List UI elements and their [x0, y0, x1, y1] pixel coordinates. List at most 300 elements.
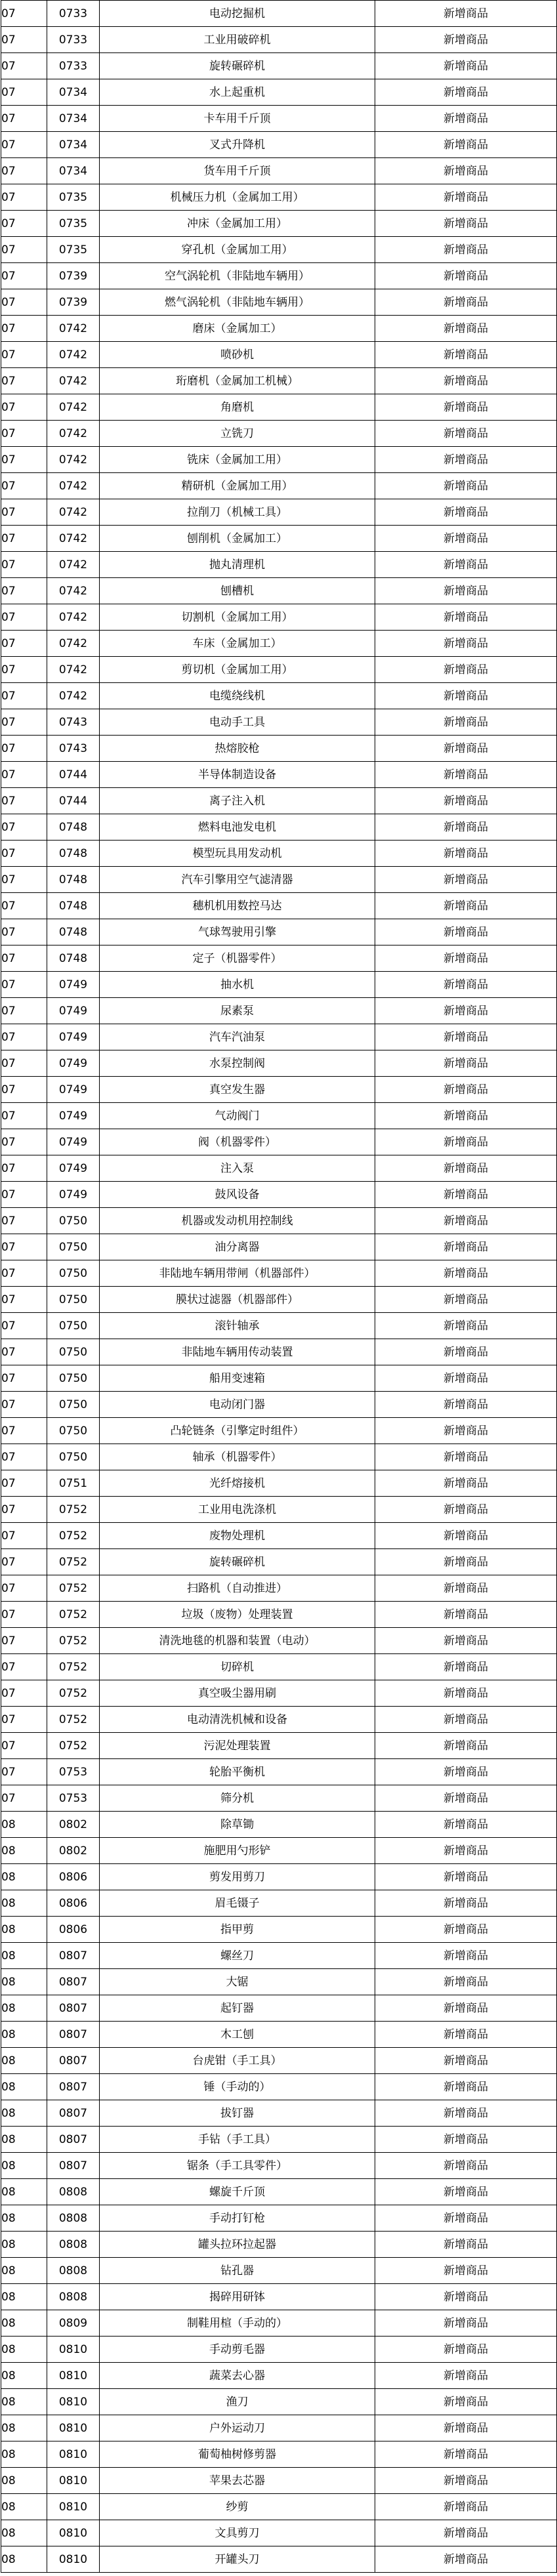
goods-name-cell: 起钉器 — [100, 1995, 375, 2022]
table-row — [1, 893, 557, 919]
table-row — [1, 972, 557, 998]
group-number-cell: 0750 — [47, 1313, 100, 1339]
table-row — [1, 1024, 557, 1050]
group-number-cell: 0750 — [47, 1208, 100, 1234]
group-number-cell: 0735 — [47, 237, 100, 263]
remark-cell: 新增商品 — [375, 1969, 557, 1995]
group-number-cell: 0750 — [47, 1260, 100, 1287]
group-number-cell: 0752 — [47, 1602, 100, 1628]
class-number-cell: 07 — [1, 841, 47, 867]
table-row — [1, 53, 557, 79]
group-number-cell: 0750 — [47, 1339, 100, 1365]
class-number-cell: 08 — [1, 1917, 47, 1943]
class-number-cell: 07 — [1, 1418, 47, 1444]
table-row — [1, 2441, 557, 2468]
group-number-cell: 0742 — [47, 316, 100, 342]
goods-name-cell: 抛丸清理机 — [100, 552, 375, 578]
class-number-cell: 07 — [1, 1365, 47, 1392]
group-number-cell: 0810 — [47, 2389, 100, 2415]
class-number-cell: 07 — [1, 394, 47, 421]
table-row — [1, 499, 557, 526]
class-number-cell: 07 — [1, 342, 47, 368]
remark-cell: 新增商品 — [375, 683, 557, 709]
class-number-cell: 07 — [1, 106, 47, 132]
class-number-cell: 07 — [1, 1, 47, 27]
table-row — [1, 158, 557, 184]
class-number-cell: 07 — [1, 1523, 47, 1549]
remark-cell: 新增商品 — [375, 788, 557, 814]
class-number-cell: 08 — [1, 2520, 47, 2546]
goods-name-cell: 货车用千斤顶 — [100, 158, 375, 184]
table-row — [1, 2520, 557, 2546]
group-number-cell: 0749 — [47, 972, 100, 998]
class-number-cell: 07 — [1, 604, 47, 631]
group-number-cell: 0742 — [47, 447, 100, 473]
group-number-cell: 0808 — [47, 2232, 100, 2258]
table-row — [1, 368, 557, 394]
remark-cell: 新增商品 — [375, 1497, 557, 1523]
class-number-cell: 08 — [1, 2205, 47, 2232]
remark-cell: 新增商品 — [375, 1182, 557, 1208]
goods-name-cell: 指甲剪 — [100, 1917, 375, 1943]
remark-cell: 新增商品 — [375, 2441, 557, 2468]
remark-cell: 新增商品 — [375, 1890, 557, 1917]
goods-name-cell: 旋转碾碎机 — [100, 1549, 375, 1575]
table-row — [1, 1, 557, 27]
remark-cell: 新增商品 — [375, 1733, 557, 1759]
class-number-cell: 07 — [1, 998, 47, 1024]
goods-name-cell: 卡车用千斤顶 — [100, 106, 375, 132]
table-row — [1, 709, 557, 736]
class-number-cell: 08 — [1, 2258, 47, 2284]
table-row — [1, 1602, 557, 1628]
goods-name-cell: 真空发生器 — [100, 1077, 375, 1103]
table-row — [1, 394, 557, 421]
remark-cell: 新增商品 — [375, 394, 557, 421]
class-number-cell: 08 — [1, 1812, 47, 1838]
goods-name-cell: 大锯 — [100, 1969, 375, 1995]
goods-name-cell: 热熔胶枪 — [100, 736, 375, 762]
goods-name-cell: 穗机机用数控马达 — [100, 893, 375, 919]
remark-cell: 新增商品 — [375, 473, 557, 499]
goods-name-cell: 眉毛镊子 — [100, 1890, 375, 1917]
remark-cell: 新增商品 — [375, 1339, 557, 1365]
group-number-cell: 0748 — [47, 945, 100, 972]
group-number-cell: 0809 — [47, 2310, 100, 2337]
table-row — [1, 1182, 557, 1208]
remark-cell: 新增商品 — [375, 709, 557, 736]
class-number-cell: 07 — [1, 945, 47, 972]
table-row — [1, 1339, 557, 1365]
class-number-cell: 07 — [1, 53, 47, 79]
remark-cell: 新增商品 — [375, 2232, 557, 2258]
remark-cell: 新增商品 — [375, 1, 557, 27]
goods-name-cell: 抽水机 — [100, 972, 375, 998]
goods-name-cell: 蔬菜去心器 — [100, 2363, 375, 2389]
table-row — [1, 2337, 557, 2363]
remark-cell: 新增商品 — [375, 1943, 557, 1969]
goods-name-cell: 轴承（机器零件） — [100, 1444, 375, 1470]
class-number-cell: 08 — [1, 2337, 47, 2363]
class-number-cell: 07 — [1, 972, 47, 998]
goods-name-cell: 垃圾（废物）处理装置 — [100, 1602, 375, 1628]
class-number-cell: 07 — [1, 552, 47, 578]
table-row — [1, 919, 557, 945]
group-number-cell: 0807 — [47, 1969, 100, 1995]
goods-name-cell: 扫路机（自动推进） — [100, 1575, 375, 1602]
remark-cell: 新增商品 — [375, 1260, 557, 1287]
group-number-cell: 0752 — [47, 1628, 100, 1654]
class-number-cell: 07 — [1, 263, 47, 289]
class-number-cell: 08 — [1, 2441, 47, 2468]
group-number-cell: 0808 — [47, 2205, 100, 2232]
remark-cell: 新增商品 — [375, 657, 557, 683]
remark-cell: 新增商品 — [375, 1785, 557, 1812]
remark-cell: 新增商品 — [375, 1864, 557, 1890]
goods-name-cell: 模型玩具用发动机 — [100, 841, 375, 867]
class-number-cell: 07 — [1, 1182, 47, 1208]
group-number-cell: 0810 — [47, 2363, 100, 2389]
remark-cell: 新增商品 — [375, 998, 557, 1024]
class-number-cell: 07 — [1, 237, 47, 263]
goods-name-cell: 珩磨机（金属加工机械） — [100, 368, 375, 394]
table-row — [1, 289, 557, 316]
remark-cell: 新增商品 — [375, 631, 557, 657]
class-number-cell: 07 — [1, 1575, 47, 1602]
group-number-cell: 0742 — [47, 499, 100, 526]
table-row — [1, 657, 557, 683]
group-number-cell: 0742 — [47, 631, 100, 657]
table-row — [1, 945, 557, 972]
goods-name-cell: 电动挖掘机 — [100, 1, 375, 27]
goods-name-cell: 旋转碾碎机 — [100, 53, 375, 79]
remark-cell: 新增商品 — [375, 1129, 557, 1155]
group-number-cell: 0810 — [47, 2520, 100, 2546]
class-number-cell: 07 — [1, 1208, 47, 1234]
remark-cell: 新增商品 — [375, 552, 557, 578]
class-number-cell: 08 — [1, 1864, 47, 1890]
class-number-cell: 08 — [1, 1995, 47, 2022]
goods-name-cell: 鼓风设备 — [100, 1182, 375, 1208]
table-row — [1, 1995, 557, 2022]
goods-name-cell: 磨床（金属加工） — [100, 316, 375, 342]
remark-cell: 新增商品 — [375, 1707, 557, 1733]
remark-cell: 新增商品 — [375, 27, 557, 53]
table-row — [1, 1470, 557, 1497]
table-row — [1, 184, 557, 211]
class-number-cell: 07 — [1, 736, 47, 762]
group-number-cell: 0750 — [47, 1444, 100, 1470]
class-number-cell: 07 — [1, 762, 47, 788]
table-row — [1, 1917, 557, 1943]
class-number-cell: 08 — [1, 1890, 47, 1917]
remark-cell: 新增商品 — [375, 1549, 557, 1575]
table-row — [1, 2415, 557, 2441]
table-row — [1, 1077, 557, 1103]
goods-name-cell: 手钻（手工具） — [100, 2127, 375, 2153]
remark-cell: 新增商品 — [375, 2468, 557, 2494]
table-row — [1, 1050, 557, 1077]
goods-table — [1, 0, 557, 2573]
group-number-cell: 0807 — [47, 1943, 100, 1969]
table-row — [1, 2389, 557, 2415]
table-row — [1, 2074, 557, 2100]
class-number-cell: 07 — [1, 1050, 47, 1077]
goods-name-cell: 气动阀门 — [100, 1103, 375, 1129]
group-number-cell: 0750 — [47, 1234, 100, 1260]
group-number-cell: 0748 — [47, 893, 100, 919]
remark-cell: 新增商品 — [375, 237, 557, 263]
goods-name-cell: 阀（机器零件） — [100, 1129, 375, 1155]
group-number-cell: 0749 — [47, 1077, 100, 1103]
table-row — [1, 2048, 557, 2074]
group-number-cell: 0753 — [47, 1759, 100, 1785]
class-number-cell: 07 — [1, 1733, 47, 1759]
table-row — [1, 2468, 557, 2494]
remark-cell: 新增商品 — [375, 2284, 557, 2310]
remark-cell: 新增商品 — [375, 1812, 557, 1838]
class-number-cell: 08 — [1, 2179, 47, 2205]
table-row — [1, 237, 557, 263]
group-number-cell: 0743 — [47, 709, 100, 736]
table-row — [1, 1759, 557, 1785]
group-number-cell: 0753 — [47, 1785, 100, 1812]
table-row — [1, 1890, 557, 1917]
class-number-cell: 07 — [1, 1759, 47, 1785]
remark-cell: 新增商品 — [375, 2389, 557, 2415]
remark-cell: 新增商品 — [375, 184, 557, 211]
group-number-cell: 0749 — [47, 1024, 100, 1050]
group-number-cell: 0742 — [47, 683, 100, 709]
remark-cell: 新增商品 — [375, 2048, 557, 2074]
table-row — [1, 841, 557, 867]
remark-cell: 新增商品 — [375, 1050, 557, 1077]
remark-cell: 新增商品 — [375, 2205, 557, 2232]
remark-cell: 新增商品 — [375, 2337, 557, 2363]
group-number-cell: 0806 — [47, 1917, 100, 1943]
table-row — [1, 736, 557, 762]
remark-cell: 新增商品 — [375, 1680, 557, 1707]
table-row — [1, 1680, 557, 1707]
group-number-cell: 0752 — [47, 1680, 100, 1707]
group-number-cell: 0748 — [47, 841, 100, 867]
remark-cell: 新增商品 — [375, 263, 557, 289]
remark-cell: 新增商品 — [375, 893, 557, 919]
goods-name-cell: 台虎钳（手工具） — [100, 2048, 375, 2074]
goods-name-cell: 纱剪 — [100, 2494, 375, 2520]
group-number-cell: 0802 — [47, 1812, 100, 1838]
group-number-cell: 0748 — [47, 867, 100, 893]
table-row — [1, 683, 557, 709]
remark-cell: 新增商品 — [375, 1365, 557, 1392]
group-number-cell: 0750 — [47, 1365, 100, 1392]
table-row — [1, 1444, 557, 1470]
group-number-cell: 0735 — [47, 184, 100, 211]
table-row — [1, 1549, 557, 1575]
goods-name-cell: 叉式升降机 — [100, 132, 375, 158]
table-row — [1, 552, 557, 578]
class-number-cell: 08 — [1, 2494, 47, 2520]
group-number-cell: 0808 — [47, 2258, 100, 2284]
class-number-cell: 07 — [1, 1602, 47, 1628]
table-row — [1, 2127, 557, 2153]
class-number-cell: 08 — [1, 1838, 47, 1864]
group-number-cell: 0734 — [47, 132, 100, 158]
table-row — [1, 211, 557, 237]
class-number-cell: 08 — [1, 2048, 47, 2074]
class-number-cell: 07 — [1, 683, 47, 709]
goods-name-cell: 文具剪刀 — [100, 2520, 375, 2546]
goods-name-cell: 轮胎平衡机 — [100, 1759, 375, 1785]
group-number-cell: 0750 — [47, 1392, 100, 1418]
remark-cell: 新增商品 — [375, 1838, 557, 1864]
group-number-cell: 0744 — [47, 788, 100, 814]
remark-cell: 新增商品 — [375, 1313, 557, 1339]
remark-cell: 新增商品 — [375, 1995, 557, 2022]
remark-cell: 新增商品 — [375, 2022, 557, 2048]
goods-name-cell: 尿素泵 — [100, 998, 375, 1024]
group-number-cell: 0807 — [47, 2153, 100, 2179]
goods-name-cell: 水泵控制阀 — [100, 1050, 375, 1077]
group-number-cell: 0742 — [47, 552, 100, 578]
goods-name-cell: 空气涡轮机（非陆地车辆用） — [100, 263, 375, 289]
table-row — [1, 1733, 557, 1759]
table-row — [1, 132, 557, 158]
group-number-cell: 0752 — [47, 1654, 100, 1680]
class-number-cell: 07 — [1, 1339, 47, 1365]
remark-cell: 新增商品 — [375, 1103, 557, 1129]
group-number-cell: 0749 — [47, 998, 100, 1024]
goods-name-cell: 光纤熔接机 — [100, 1470, 375, 1497]
group-number-cell: 0742 — [47, 394, 100, 421]
class-number-cell: 07 — [1, 132, 47, 158]
class-number-cell: 07 — [1, 79, 47, 106]
table-row — [1, 1208, 557, 1234]
table-row — [1, 631, 557, 657]
class-number-cell: 08 — [1, 2310, 47, 2337]
remark-cell: 新增商品 — [375, 1628, 557, 1654]
group-number-cell: 0810 — [47, 2415, 100, 2441]
goods-name-cell: 非陆地车辆用传动装置 — [100, 1339, 375, 1365]
goods-name-cell: 电动清洗机械和设备 — [100, 1707, 375, 1733]
goods-name-cell: 电动手工具 — [100, 709, 375, 736]
class-number-cell: 08 — [1, 2074, 47, 2100]
goods-name-cell: 非陆地车辆用带闸（机器部件） — [100, 1260, 375, 1287]
remark-cell: 新增商品 — [375, 2494, 557, 2520]
goods-name-cell: 工业用电洗涤机 — [100, 1497, 375, 1523]
goods-name-cell: 施肥用勺形铲 — [100, 1838, 375, 1864]
table-row — [1, 421, 557, 447]
class-number-cell: 08 — [1, 2022, 47, 2048]
goods-name-cell: 机器或发动机用控制线 — [100, 1208, 375, 1234]
goods-name-cell: 汽车汽油泵 — [100, 1024, 375, 1050]
table-row — [1, 342, 557, 368]
goods-name-cell: 户外运动刀 — [100, 2415, 375, 2441]
class-number-cell: 07 — [1, 368, 47, 394]
remark-cell: 新增商品 — [375, 2258, 557, 2284]
goods-name-cell: 刨槽机 — [100, 578, 375, 604]
remark-cell: 新增商品 — [375, 316, 557, 342]
group-number-cell: 0752 — [47, 1523, 100, 1549]
group-number-cell: 0739 — [47, 263, 100, 289]
remark-cell: 新增商品 — [375, 867, 557, 893]
table-row — [1, 1707, 557, 1733]
class-number-cell: 07 — [1, 1680, 47, 1707]
goods-name-cell: 穿孔机（金属加工用） — [100, 237, 375, 263]
group-number-cell: 0742 — [47, 578, 100, 604]
remark-cell: 新增商品 — [375, 736, 557, 762]
goods-name-cell: 钻孔器 — [100, 2258, 375, 2284]
goods-name-cell: 燃料电池发电机 — [100, 814, 375, 841]
table-row — [1, 788, 557, 814]
class-number-cell: 07 — [1, 1260, 47, 1287]
remark-cell: 新增商品 — [375, 1759, 557, 1785]
group-number-cell: 0733 — [47, 53, 100, 79]
remark-cell: 新增商品 — [375, 1418, 557, 1444]
class-number-cell: 08 — [1, 2127, 47, 2153]
table-row — [1, 1628, 557, 1654]
table-row — [1, 1943, 557, 1969]
class-number-cell: 07 — [1, 657, 47, 683]
class-number-cell: 07 — [1, 1129, 47, 1155]
remark-cell: 新增商品 — [375, 1155, 557, 1182]
goods-name-cell: 筛分机 — [100, 1785, 375, 1812]
class-number-cell: 08 — [1, 2153, 47, 2179]
group-number-cell: 0751 — [47, 1470, 100, 1497]
group-number-cell: 0749 — [47, 1050, 100, 1077]
table-row — [1, 1287, 557, 1313]
goods-name-cell: 清洗地毯的机器和装置（电动） — [100, 1628, 375, 1654]
group-number-cell: 0752 — [47, 1549, 100, 1575]
table-row — [1, 1418, 557, 1444]
class-number-cell: 08 — [1, 2100, 47, 2127]
remark-cell: 新增商品 — [375, 604, 557, 631]
goods-name-cell: 真空吸尘器用刷 — [100, 1680, 375, 1707]
remark-cell: 新增商品 — [375, 945, 557, 972]
remark-cell: 新增商品 — [375, 2415, 557, 2441]
remark-cell: 新增商品 — [375, 2520, 557, 2546]
goods-name-cell: 电动闭门器 — [100, 1392, 375, 1418]
remark-cell: 新增商品 — [375, 342, 557, 368]
goods-name-cell: 拔钉器 — [100, 2100, 375, 2127]
goods-name-cell: 螺旋千斤顶 — [100, 2179, 375, 2205]
group-number-cell: 0735 — [47, 211, 100, 237]
class-number-cell: 08 — [1, 2232, 47, 2258]
group-number-cell: 0742 — [47, 421, 100, 447]
group-number-cell: 0810 — [47, 2441, 100, 2468]
group-number-cell: 0808 — [47, 2179, 100, 2205]
class-number-cell: 07 — [1, 1287, 47, 1313]
remark-cell: 新增商品 — [375, 919, 557, 945]
table-row — [1, 263, 557, 289]
goods-name-cell: 切割机（金属加工用） — [100, 604, 375, 631]
group-number-cell: 0739 — [47, 289, 100, 316]
class-number-cell: 07 — [1, 1155, 47, 1182]
class-number-cell: 07 — [1, 1313, 47, 1339]
remark-cell: 新增商品 — [375, 53, 557, 79]
class-number-cell: 07 — [1, 1024, 47, 1050]
group-number-cell: 0750 — [47, 1418, 100, 1444]
remark-cell: 新增商品 — [375, 2153, 557, 2179]
goods-table-body — [1, 1, 557, 2573]
remark-cell: 新增商品 — [375, 1917, 557, 1943]
remark-cell: 新增商品 — [375, 2100, 557, 2127]
remark-cell: 新增商品 — [375, 1234, 557, 1260]
class-number-cell: 07 — [1, 499, 47, 526]
goods-name-cell: 油分离器 — [100, 1234, 375, 1260]
table-row — [1, 814, 557, 841]
class-number-cell: 07 — [1, 421, 47, 447]
